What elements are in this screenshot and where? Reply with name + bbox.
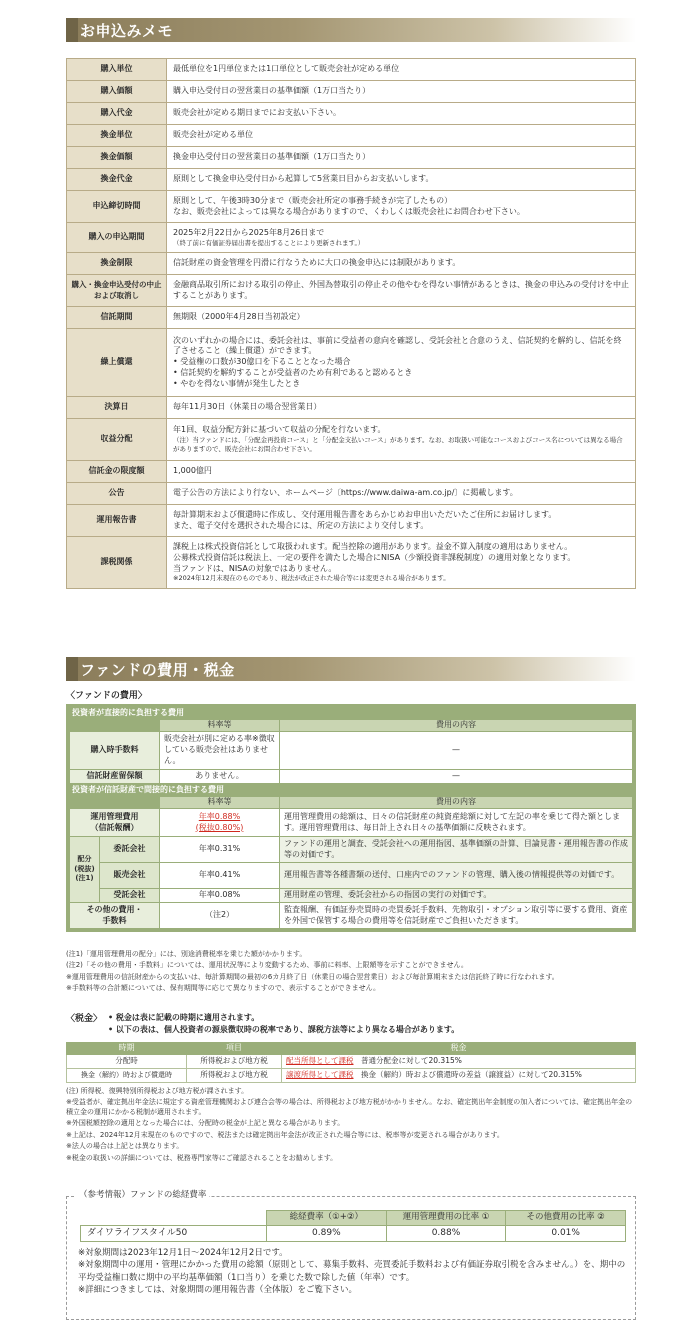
table-row (67, 125, 636, 147)
row-value-line: 2025年2月22日から2025年8月26日まで (173, 227, 325, 237)
table-row (67, 307, 636, 329)
note-line: (注1)「運用管理費用の配分」には、別途消費税率を乗じた額がかかります。 (66, 950, 307, 958)
table-row (67, 1055, 636, 1069)
row-value-line: 次のいずれかの場合には、委託会社は、事前に受益者の意向を確認し、受託会社と合意のうえ、信託契約を解約し、信託を終了させること（繰上償還）ができます。 (173, 335, 622, 356)
tax-item: 所得税および地方税 (187, 1069, 282, 1083)
indirect-fee-band: 投資者が信託財産で間接的に負担する費用 (72, 785, 224, 794)
total-ratio: 0.89% (267, 1226, 387, 1242)
table-row (67, 461, 636, 483)
row-value-line: また、電子交付を選択された場合には、所定の方法により交付します。 (173, 520, 429, 530)
other-ratio: 0.01% (506, 1226, 626, 1242)
alloc-rate: 年率0.41% (160, 863, 280, 889)
table-row (70, 863, 633, 889)
mgmt-rate-line: (税抜0.80%) (195, 822, 244, 832)
row-value: 最低単位を1円単位または1口単位として販売会社が定める単位 (167, 59, 636, 81)
tax-value (282, 1069, 636, 1083)
row-label: 公告 (67, 483, 167, 505)
table-row (67, 147, 636, 169)
row-label: 信託金の限度額 (67, 461, 167, 483)
row-label: 決算日 (67, 397, 167, 419)
row-value (167, 191, 636, 223)
table-row (70, 770, 633, 784)
table-row (67, 275, 636, 307)
tax-line-2: • 以下の表は、個人投資者の源泉徴収時の税率であり、課税方法等により異なる場合があります。 (108, 1025, 460, 1034)
mgmt-fee-label-line: （信託報酬） (90, 822, 139, 832)
table-row (67, 59, 636, 81)
tax-header: 時期 (67, 1043, 187, 1055)
row-value: 1,000億円 (167, 461, 636, 483)
table-row (70, 837, 633, 863)
other-fee-label-line: その他の費用・ (86, 904, 143, 914)
mgmt-fee-label (70, 809, 160, 837)
table-row (67, 253, 636, 275)
alloc-name: 受託会社 (100, 889, 160, 903)
row-note: （終了前に有価証券届出書を提出することにより更新されます。） (173, 238, 365, 247)
table-row (67, 329, 636, 397)
row-value-line: 当ファンドは、NISAの対象ではありません。 (173, 563, 337, 573)
row-note: （注）当ファンドには、「分配金再投資コース」と「分配金支払いコース」があります。なお、お取扱い可能なコースおよびコース名については異なる場合がありますので、販売会社にお問合わせ下さい。 (173, 436, 623, 453)
table-row (67, 169, 636, 191)
row-label: 信託期間 (67, 307, 167, 329)
purchase-fee-label: 購入時手数料 (70, 732, 160, 770)
list-item-text: 信託契約を解約することが受益者のため有利であると認めるとき (180, 367, 413, 377)
memo-section-header (66, 18, 636, 42)
row-label: 運用報告書 (67, 505, 167, 537)
mgmt-rate-line: 年率0.88% (198, 811, 241, 821)
row-label: 申込締切時間 (67, 191, 167, 223)
row-label: 換金代金 (67, 169, 167, 191)
reference-title: （参考情報）ファンドの総経費率 (76, 1190, 209, 1201)
table-header-row (70, 720, 633, 732)
row-value (167, 329, 636, 397)
blank-header (81, 1211, 267, 1226)
note-line: ※詳細につきましては、対象期間の運用報告書（全体版）をご覧下さい。 (78, 1284, 357, 1295)
memo-title: お申込みメモ (80, 22, 174, 40)
row-value-line: なお、販売会社によっては異なる場合がありますので、くわしくは販売会社にお問合わせ下さい。 (173, 206, 525, 216)
purchase-fee-rate: 販売会社が別に定める率※徴収している販売会社はありません。 (160, 732, 280, 770)
row-value-line: 原則として、午後3時30分まで（販売会社所定の事務手続きが完了したもの） (173, 195, 453, 205)
row-value (167, 505, 636, 537)
table-header-row (81, 1211, 626, 1226)
row-label: 購入の申込期間 (67, 223, 167, 253)
note-line: ※上記は、2024年12月末現在のものですので、税法または確定拠出年金法が改正された場合等には、税率等が変更される場合があります。 (66, 1130, 504, 1139)
tax-table (66, 1042, 636, 1083)
tax-line-1: • 税金は表に記載の時期に適用されます。 (108, 1013, 260, 1022)
row-label: 購入代金 (67, 103, 167, 125)
list-item: • 受益権の口数が30億口を下ることとなった場合 (173, 357, 351, 367)
reserve-rate: ありません。 (160, 770, 280, 784)
row-value-line: 課税上は株式投資信託として取扱われます。配当控除の適用があります。益金不算入制度の適用はありません。 (173, 541, 573, 551)
row-value (167, 537, 636, 589)
reference-table (80, 1210, 626, 1242)
row-value (167, 419, 636, 461)
table-row (67, 191, 636, 223)
row-label: 購入単位 (67, 59, 167, 81)
row-label: 収益分配 (67, 419, 167, 461)
col-rate-header: 料率等 (160, 720, 280, 732)
table-row (67, 419, 636, 461)
list-item: • やむを得ない事情が発生したとき (173, 378, 301, 388)
table-header-row (67, 1043, 636, 1055)
row-value: 販売会社が定める単位 (167, 125, 636, 147)
list-item-text: やむを得ない事情が発生したとき (180, 378, 301, 388)
mgmt-fee-content: 運用管理費用の総額は、日々の信託財産の純資産総額に対して左記の率を乗じて得た額とします。運用管理費用は、毎日計上され日々の基準価額に反映されます。 (280, 809, 633, 837)
row-value-line: 毎計算期末および償還時に作成し、交付運用報告書をあらかじめお申出いただいたご住所にお届けします。 (173, 509, 557, 519)
note-line: ※外国税額控除の適用となった場合には、分配時の税金が上記と異なる場合があります。 (66, 1119, 345, 1128)
table-row (67, 103, 636, 125)
alloc-label-line: (税抜) (74, 864, 95, 873)
reference-notes (78, 1247, 628, 1296)
row-label: 購入・換金申込受付の中止および取消し (67, 275, 167, 307)
alloc-content: 運用報告書等各種書類の送付、口座内でのファンドの管理、購入後の情報提供等の対価です。 (280, 863, 633, 889)
table-row (81, 1226, 626, 1242)
row-value: 購入申込受付日の翌営業日の基準価額（1万口当たり） (167, 81, 636, 103)
tax-notes (66, 1087, 636, 1165)
row-value-line: 公募株式投資信託は税法上、一定の要件を満たした場合にNISA（少額投資非課税制度）の適用対象となります。 (173, 552, 576, 562)
note-line: ※受益者が、確定拠出年金法に規定する資産管理機関および連合会等の場合は、所得税および地方税がかかりません。なお、確定拠出年金制度の加入者については、確定拠出年金の積立金の運用にかかる税制が適用されます。 (66, 1098, 633, 1116)
fees-subtitle: 〈ファンドの費用〉 (66, 691, 147, 701)
row-value-line: 年1回、収益分配方針に基づいて収益の分配を行ないます。 (173, 425, 386, 435)
tax-title: 〈税金〉 (66, 1014, 103, 1024)
row-value: 金融商品取引所における取引の停止、外国為替取引の停止その他やむを得ない事情があるときは、換金の申込みの受付けを中止することがあります。 (167, 275, 636, 307)
note-line: (注) 所得税、復興特別所得税および地方税が課されます。 (66, 1087, 249, 1095)
table-row (67, 81, 636, 103)
row-value: 信託財産の資金管理を円滑に行なうために大口の換金申込には制限があります。 (167, 253, 636, 275)
alloc-rate: 年率0.31% (160, 837, 280, 863)
purchase-fee-content: — (280, 732, 633, 770)
alloc-label-line: 配分 (77, 855, 92, 864)
tax-item: 所得税および地方税 (187, 1055, 282, 1069)
note-line: ※対象期間は2023年12月1日～2024年12月2日です。 (78, 1248, 288, 1258)
mgmt-ratio: 0.88% (386, 1226, 506, 1242)
row-note: ※2024年12月末現在のものであり、税法が改正された場合等には変更される場合があります。 (173, 574, 450, 583)
direct-fee-table (69, 719, 633, 784)
table-row (70, 732, 633, 770)
memo-table (66, 58, 636, 589)
row-value: 販売会社が定める期日までにお支払い下さい。 (167, 103, 636, 125)
tax-period: 換金（解約）時および償還時 (67, 1069, 187, 1083)
row-value: 無期限（2000年4月28日当初設定） (167, 307, 636, 329)
other-fee-label-line: 手数料 (102, 915, 127, 925)
row-label: 繰上償還 (67, 329, 167, 397)
alloc-rate: 年率0.08% (160, 889, 280, 903)
tax-period: 分配時 (67, 1055, 187, 1069)
list-item-text: 受益権の口数が30億口を下ることとなった場合 (180, 357, 351, 367)
alloc-label (70, 837, 100, 903)
reserve-content: — (280, 770, 633, 784)
table-row (67, 397, 636, 419)
row-value: 換金申込受付日の翌営業日の基準価額（1万口当たり） (167, 147, 636, 169)
row-value: 原則として換金申込受付日から起算して5営業日目からお支払いします。 (167, 169, 636, 191)
note-line: (注2)「その他の費用・手数料」については、運用状況等により変動するため、事前に料率、上限額等を示すことができません。 (66, 961, 468, 970)
col-rate-header: 料率等 (160, 797, 280, 809)
col-content-header: 費用の内容 (280, 797, 633, 809)
alloc-name: 販売会社 (100, 863, 160, 889)
ref-header: 運用管理費用の比率 ① (386, 1211, 506, 1226)
fees-section-header (66, 657, 636, 681)
table-row (67, 537, 636, 589)
table-header-row (70, 797, 633, 809)
blank-header (70, 797, 160, 809)
direct-fee-band: 投資者が直接的に負担する費用 (72, 708, 184, 717)
tax-header: 項目 (187, 1043, 282, 1055)
list-item: • 信託契約を解約することが受益者のため有利であると認めるとき (173, 367, 413, 377)
row-label: 購入価額 (67, 81, 167, 103)
table-row (67, 1069, 636, 1083)
tax-detail: 換金（解約）時および償還時の差益（譲渡益）に対して20.315% (361, 1070, 582, 1080)
fees-title: ファンドの費用・税金 (80, 661, 235, 679)
table-row (67, 223, 636, 253)
col-content-header: 費用の内容 (280, 720, 633, 732)
table-row (67, 483, 636, 505)
blank-header (70, 720, 160, 732)
alloc-content: 運用財産の管理、委託会社からの指図の実行の対価です。 (280, 889, 633, 903)
fee-table-wrap (66, 704, 636, 932)
fee-notes (66, 950, 636, 996)
table-row (70, 903, 633, 929)
row-label: 換金価額 (67, 147, 167, 169)
row-label: 換金単位 (67, 125, 167, 147)
other-fee-content: 監査報酬、有価証券売買時の売買委託手数料、先物取引・オプション取引等に要する費用、資産を外国で保管する場合の費用等を信託財産でご負担いただきます。 (280, 903, 633, 929)
mgmt-fee-rate (160, 809, 280, 837)
note-line: ※運用管理費用の信託財産からの支払いは、毎計算期間の最初の6カ月終了日（休業日の場合翌営業日）および毎計算期末または信託終了時に行なわれます。 (66, 972, 559, 981)
alloc-name: 委託会社 (100, 837, 160, 863)
row-label: 課税関係 (67, 537, 167, 589)
alloc-label-line: (注1) (75, 874, 94, 883)
table-row (70, 889, 633, 903)
ref-header: その他費用の比率 ② (506, 1211, 626, 1226)
tax-value (282, 1055, 636, 1069)
reserve-label: 信託財産留保額 (70, 770, 160, 784)
table-row (67, 505, 636, 537)
note-line: ※手数料等の合計額については、保有期間等に応じて異なりますので、表示することができません。 (66, 984, 381, 993)
indirect-fee-table (69, 796, 633, 929)
tax-detail: 普通分配金に対して20.315% (361, 1056, 462, 1066)
tax-type: 譲渡所得として課税 (286, 1070, 354, 1080)
mgmt-fee-label-line: 運用管理費用 (90, 811, 139, 821)
other-fee-rate: （注2） (160, 903, 280, 929)
alloc-content: ファンドの運用と調査、受託会社への運用指図、基準価額の計算、目論見書・運用報告書の作成等の対価です。 (280, 837, 633, 863)
row-value: 電子公告の方法により行ない、ホームページ〔https://www.daiwa-am.co.jp/〕に掲載します。 (167, 483, 636, 505)
note-line: ※対象期間中の運用・管理にかかった費用の総額（原則として、募集手数料、売買委託手数料および有価証券取引税を含みません。）を、期中の平均受益権口数に期中の平均基準価額（1口当り）を乗じた数で除した値（年率）です。 (78, 1260, 626, 1283)
note-line: ※税金の取扱いの詳細については、税務専門家等にご確認されることをお勧めします。 (66, 1153, 338, 1162)
note-line: ※法人の場合は上記とは異なります。 (66, 1142, 184, 1151)
table-row (70, 809, 633, 837)
row-value (167, 223, 636, 253)
row-value: 毎年11月30日（休業日の場合翌営業日） (167, 397, 636, 419)
other-fee-label (70, 903, 160, 929)
fund-name: ダイワライフスタイル50 (81, 1226, 267, 1242)
ref-header: 総経費率（①+②） (267, 1211, 387, 1226)
tax-header: 税金 (282, 1043, 636, 1055)
row-label: 換金制限 (67, 253, 167, 275)
tax-type: 配当所得として課税 (286, 1056, 354, 1066)
